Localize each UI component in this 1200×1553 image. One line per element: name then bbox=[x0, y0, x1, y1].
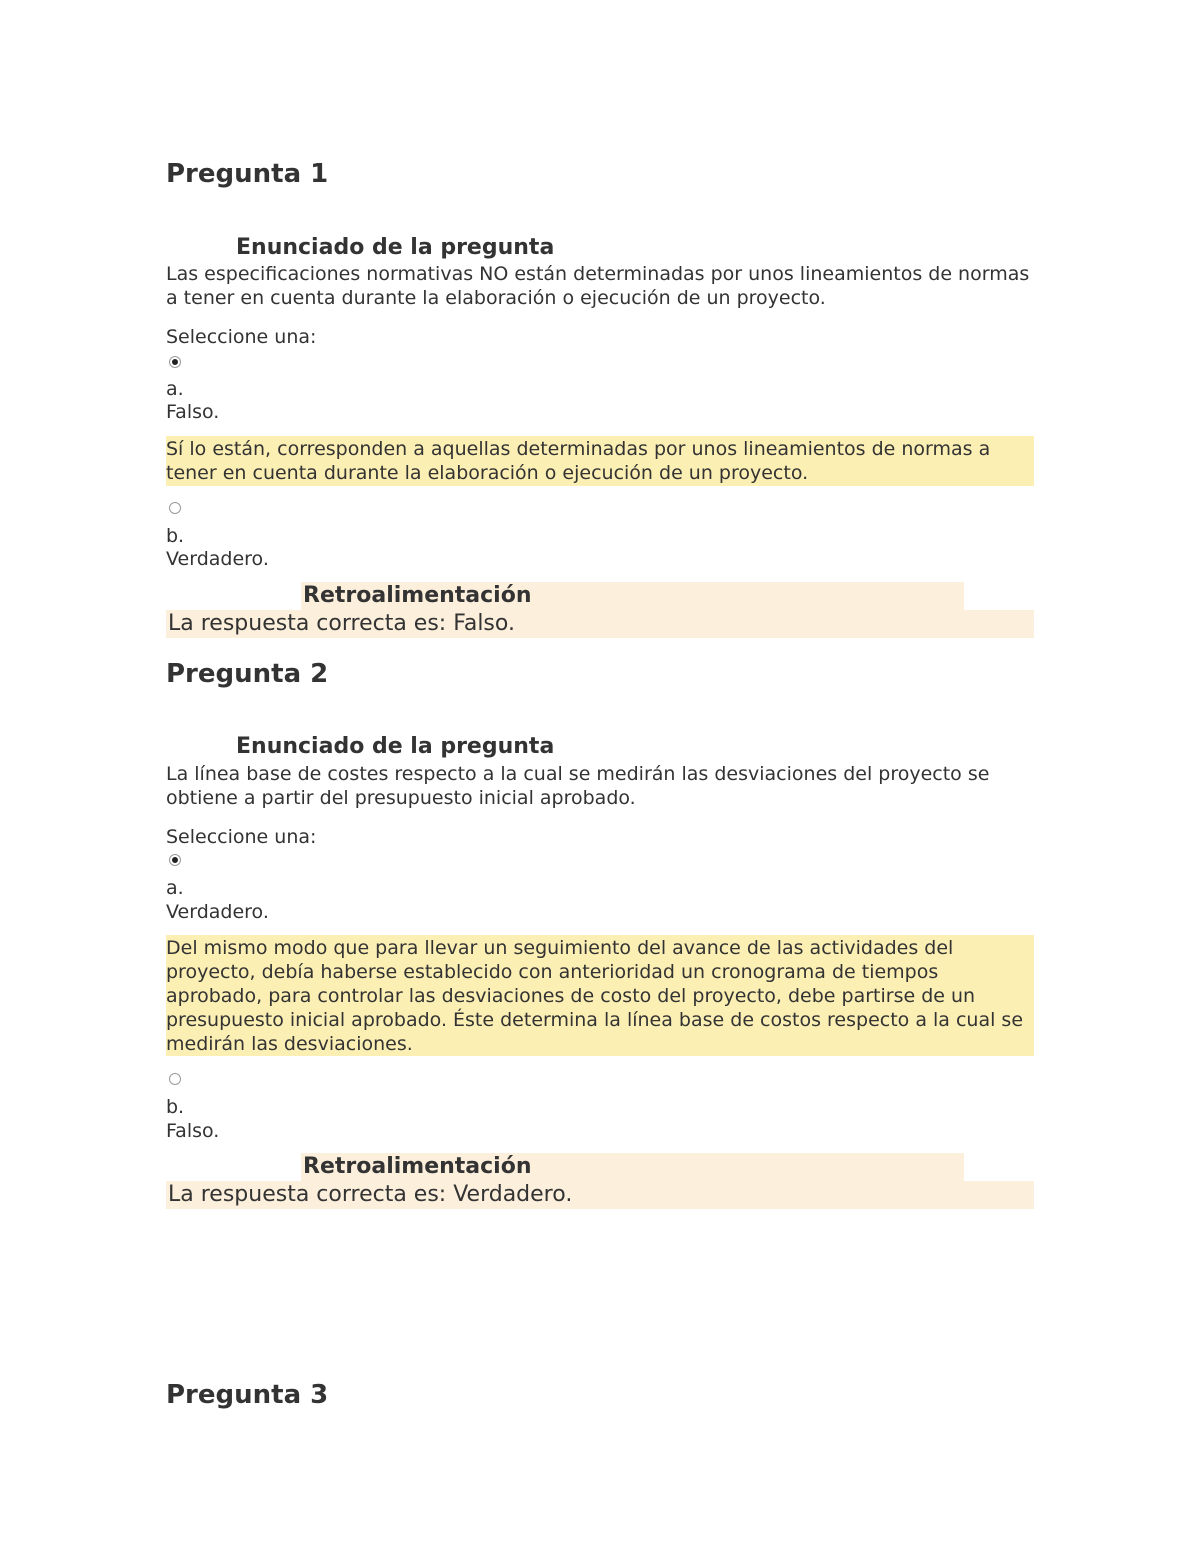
question-1-option-a-letter: a. bbox=[166, 378, 184, 400]
question-2-title: Pregunta 2 bbox=[166, 659, 329, 689]
question-2-feedback-heading: Retroalimentación bbox=[301, 1153, 964, 1181]
question-2-text: La línea base de costes respecto a la cual se medirán las desviaciones del proyecto se obtiene a partir del presupuesto inicial aprobado. bbox=[166, 763, 990, 809]
question-1-correct-answer: La respuesta correcta es: Falso. bbox=[166, 610, 1034, 638]
question-2-option-a-radio[interactable] bbox=[169, 854, 181, 866]
question-2-option-b-label: Falso. bbox=[166, 1120, 220, 1142]
question-2-option-a-feedback: Del mismo modo que para llevar un seguimiento del avance de las actividades del proyecto, debía haberse establecido con anterioridad un cronograma de tiempos aprobado, para controlar las desviaciones de costo del proyecto, debe partirse de un presupuesto inicial aprobado. Éste determina la línea base de costos respecto a la cual se medirán las desviaciones. bbox=[166, 935, 1034, 1056]
question-1-option-b-label: Verdadero. bbox=[166, 548, 269, 570]
question-1-option-b-radio[interactable] bbox=[169, 502, 181, 514]
question-1-title: Pregunta 1 bbox=[166, 159, 329, 189]
question-1-statement-heading: Enunciado de la pregunta bbox=[236, 235, 555, 260]
question-1-option-a-label: Falso. bbox=[166, 401, 220, 423]
question-2-option-a-letter: a. bbox=[166, 877, 184, 899]
question-2-prompt: Seleccione una: bbox=[166, 826, 317, 848]
question-1-option-b-letter: b. bbox=[166, 525, 185, 547]
question-1-option-a-radio[interactable] bbox=[169, 356, 181, 368]
question-2-option-b-letter: b. bbox=[166, 1096, 185, 1118]
question-1-prompt: Seleccione una: bbox=[166, 326, 317, 348]
question-2-option-a-label: Verdadero. bbox=[166, 901, 269, 923]
question-3-title: Pregunta 3 bbox=[166, 1380, 329, 1410]
question-1-text: Las especificaciones normativas NO están determinadas por unos lineamientos de normas a tener en cuenta durante la elaboración o ejecución de un proyecto. bbox=[166, 263, 1030, 309]
question-2-option-b-radio[interactable] bbox=[169, 1073, 181, 1085]
question-1-feedback-heading: Retroalimentación bbox=[301, 582, 964, 610]
question-2-statement-heading: Enunciado de la pregunta bbox=[236, 734, 555, 759]
question-2-correct-answer: La respuesta correcta es: Verdadero. bbox=[166, 1181, 1034, 1209]
question-1-option-a-feedback: Sí lo están, corresponden a aquellas determinadas por unos lineamientos de normas a tener en cuenta durante la elaboración o ejecución de un proyecto. bbox=[166, 436, 1034, 486]
